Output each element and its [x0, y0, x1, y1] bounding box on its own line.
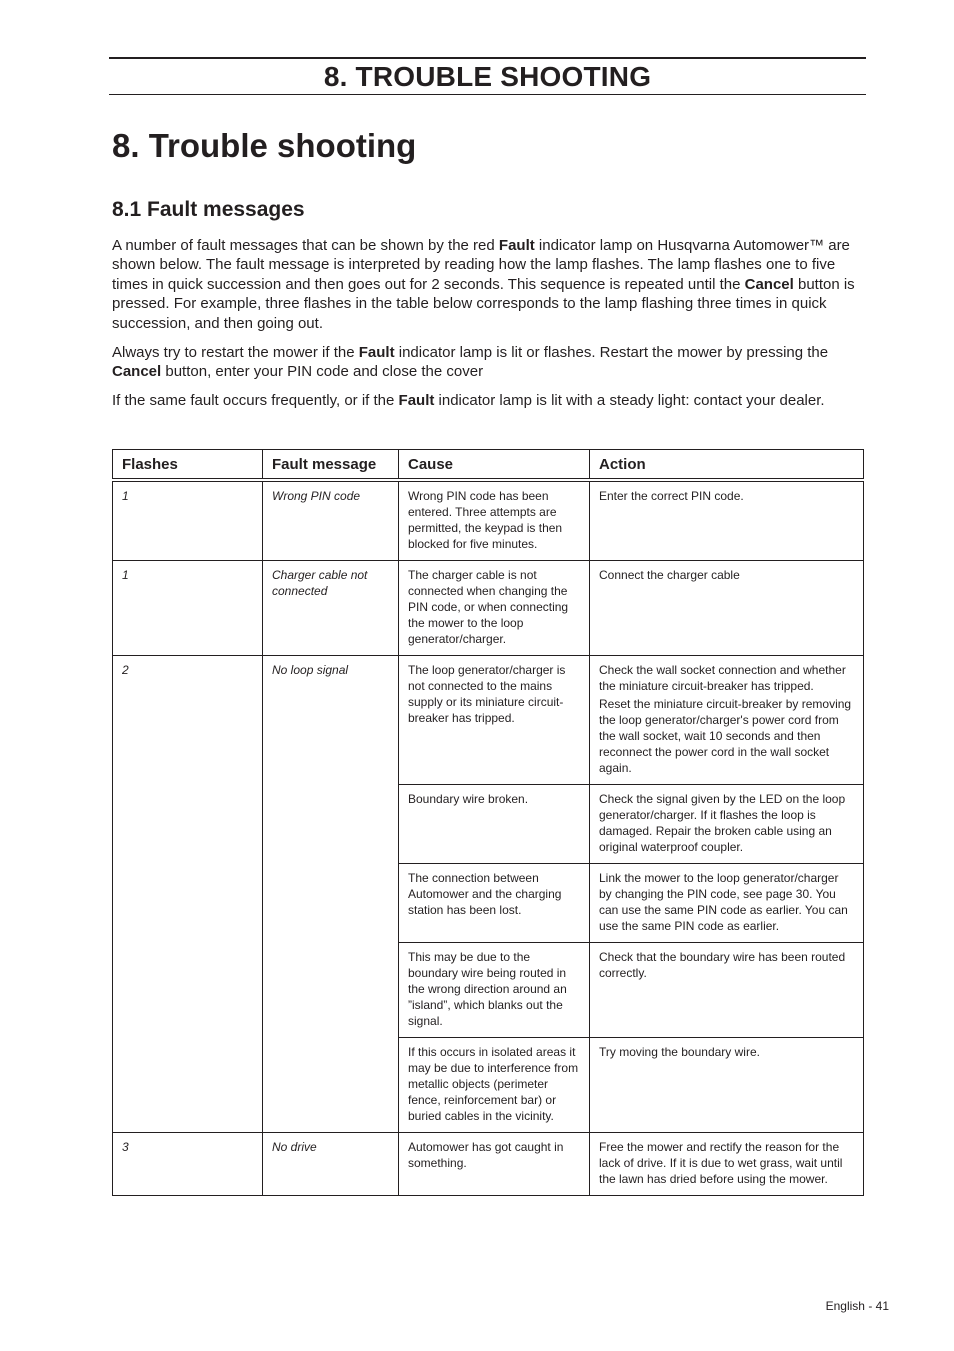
flashes-cell: 1: [113, 560, 263, 655]
table-header-row: [113, 450, 864, 480]
cause-cell: The connection between Automower and the charging station has been lost.: [399, 863, 590, 942]
action-cell: Free the mower and rectify the reason for the lack of drive. If it is due to wet grass, wait until the lawn has dried before using the mower.: [590, 1132, 864, 1195]
section-header-band: [109, 57, 866, 95]
cause-cell: The charger cable is not connected when changing the PIN code, or when connecting the mower to the loop generator/charger.: [399, 560, 590, 655]
flashes-cell: 3: [113, 1132, 263, 1195]
flashes-cell: 2: [113, 655, 263, 1132]
section-header-title: 8. TROUBLE SHOOTING: [323, 60, 652, 92]
cause-cell: The loop generator/charger is not connected to the mains supply or its miniature circuit-breaker has tripped.: [399, 655, 590, 784]
header-flashes: Flashes: [113, 450, 263, 480]
table-row: [113, 560, 864, 655]
cause-cell: This may be due to the boundary wire being routed in the wrong direction around an ”island”, which blanks out the signal.: [399, 942, 590, 1037]
cause-cell: Boundary wire broken.: [399, 784, 590, 863]
action-cell: Check that the boundary wire has been routed correctly.: [590, 942, 864, 1037]
action-cell: Try moving the boundary wire.: [590, 1037, 864, 1132]
flashes-cell: 1: [113, 480, 263, 561]
page-title: 8. Trouble shooting: [112, 127, 417, 164]
header-fault-message: Fault message: [263, 450, 399, 480]
intro-paragraph: A number of fault messages that can be shown by the red Fault indicator lamp on Husqvarna Automower™ are shown below. The fault message is interpreted by reading how the lamp flashes. The lamp flashes one to five times in quick succession and then goes out for 2 seconds. This sequence is repeated until the Cancel button is pressed. For example, three flashes in the table below corresponds to the lamp flashing three times in quick succession, and then going out.: [112, 237, 855, 332]
fault-message-cell: No drive: [263, 1132, 399, 1195]
restart-paragraph: Always try to restart the mower if the Fault indicator lamp is lit or flashes. Restart the mower by pressing the Cancel button, enter your PIN code and close the cover: [112, 344, 829, 381]
action-cell: Check the signal given by the LED on the loop generator/charger. If it flashes the loop is damaged. Repair the broken cable using an original waterproof coupler.: [590, 784, 864, 863]
fault-message-cell: Wrong PIN code: [263, 480, 399, 561]
action-cell: Link the mower to the loop generator/charger by changing the PIN code, see page 30. You can use the same PIN code as earlier. You can use the same PIN code as earlier.: [590, 863, 864, 942]
action-cell: Connect the charger cable: [590, 560, 864, 655]
cause-cell: Wrong PIN code has been entered. Three attempts are permitted, the keypad is then blocked for five minutes.: [399, 480, 590, 561]
cause-cell: If this occurs in isolated areas it may be due to interference from metallic objects (perimeter fence, reinforcement bar) or buried cables in the vicinity.: [399, 1037, 590, 1132]
page-number: English - 41: [825, 1299, 889, 1313]
header-cause: Cause: [399, 450, 590, 480]
fault-message-cell: No loop signal: [263, 655, 399, 1132]
dealer-paragraph: If the same fault occurs frequently, or if the Fault indicator lamp is lit with a steady light: contact your dealer.: [112, 392, 825, 409]
table-row: [113, 655, 864, 784]
action-cell: Check the wall socket connection and whether the miniature circuit-breaker has tripped. Reset the miniature circuit-breaker by removing the loop generator/charger's power cord from the wall socket, wait 10 seconds and then reconnect the power cord in the wall socket again.: [590, 655, 864, 784]
table-row: [113, 480, 864, 561]
header-action: Action: [590, 450, 864, 480]
fault-message-cell: Charger cable not connected: [263, 560, 399, 655]
table-row: [113, 1132, 864, 1195]
cause-cell: Automower has got caught in something.: [399, 1132, 590, 1195]
action-cell: Enter the correct PIN code.: [590, 480, 864, 561]
section-subtitle: 8.1 Fault messages: [112, 198, 305, 221]
fault-messages-table: [112, 449, 864, 1196]
